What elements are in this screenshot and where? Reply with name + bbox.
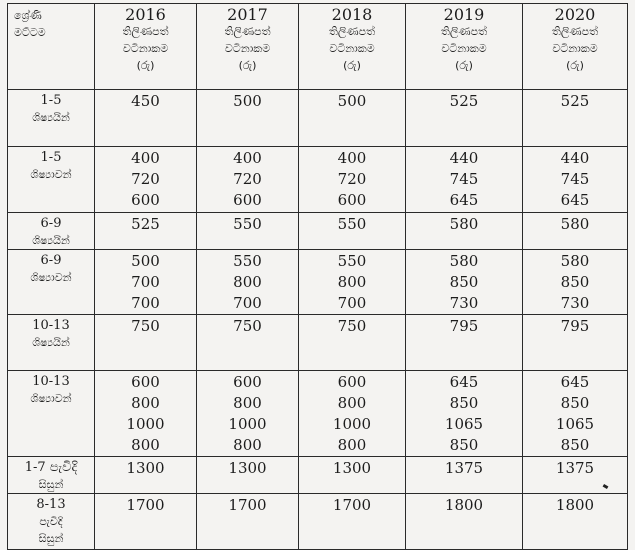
value-amount: 750 [337,317,367,335]
grade-level-text: සිසුන් [38,532,64,545]
value-cell-2020 [523,147,628,213]
value-amount: 1700 [228,496,267,514]
value-amount: 700 [233,294,262,312]
value-cell-2016 [95,250,197,315]
year-header-line-2: වටිනාකම [224,42,271,55]
year-header-line-2: වටිනාකම [552,42,598,55]
year-header-line-3: (රු) [455,59,473,72]
grade-level-cell [8,494,95,550]
table-row [8,147,628,213]
value-amount: 850 [560,273,590,291]
value-amount: 500 [233,92,262,110]
year-header-line-1: තිලිණපත් [224,25,271,38]
value-amount: 730 [560,294,590,312]
year-header-line-2: වටිනාකම [329,42,375,55]
value-amount: 800 [337,273,367,291]
value-amount: 400 [337,149,367,167]
value-amount: 1065 [444,415,484,433]
year-header-line-1: තිලිණපත් [551,25,599,38]
table-row [8,457,628,494]
value-cell-2016 [95,457,197,494]
grade-level-cell [8,90,95,147]
year-header-2017 [197,4,299,90]
grade-level-text: 1-5 [40,93,62,108]
grade-level-text: 1-7 පැවිදි [24,460,78,475]
grade-level-text: ශිෂ්‍යයින් [32,234,70,247]
value-amount: 500 [337,92,367,110]
value-cell-2020 [523,494,628,550]
value-amount: 1800 [444,496,484,514]
scholarship-value-table [7,3,628,550]
grade-level-cell [8,371,95,457]
grade-level-text: ශිෂ්‍යයින් [32,111,70,124]
header-row [8,4,628,90]
table-row [8,213,628,250]
value-cell-2018 [299,494,406,550]
value-cell-2019 [406,315,523,371]
value-cell-2017 [197,315,299,371]
value-amount: 550 [337,215,367,233]
value-amount: 1300 [228,459,267,477]
value-amount: 580 [560,252,590,270]
value-amount: 1000 [332,415,372,433]
value-amount: 800 [131,436,160,454]
value-amount: 795 [449,317,479,335]
value-amount: 1000 [126,415,165,433]
value-amount: 1700 [126,496,165,514]
grade-level-header-line-1: ශ්‍රේණි [14,9,42,22]
grade-level-text: 6-9 [40,216,62,231]
grade-level-text: ශිෂ්‍යාවන් [30,271,72,284]
value-amount: 720 [131,170,160,188]
year-header-2018 [299,4,406,90]
value-amount: 800 [337,436,367,454]
grade-level-cell [8,213,95,250]
value-amount: 800 [233,273,262,291]
value-amount: 600 [337,373,367,391]
value-amount: 580 [449,215,479,233]
value-amount: 700 [131,294,160,312]
grade-level-text: ශිෂ්‍යාවන් [30,168,72,181]
value-amount: 550 [233,215,262,233]
value-cell-2020 [523,213,628,250]
value-amount: 600 [337,191,367,209]
value-amount: 1375 [444,459,484,477]
value-amount: 600 [233,373,262,391]
table-row [8,315,628,371]
table-row [8,494,628,550]
value-cell-2017 [197,147,299,213]
value-amount: 440 [560,149,590,167]
grade-level-text: 10-13 [32,318,70,333]
value-amount: 600 [233,191,262,209]
value-amount: 580 [449,252,479,270]
value-amount: 645 [560,373,590,391]
value-amount: 800 [337,394,367,412]
year-header-line-3: (රු) [136,59,155,72]
year-label: 2019 [443,5,485,24]
value-cell-2016 [95,90,197,147]
value-cell-2016 [95,147,197,213]
value-amount: 450 [131,92,160,110]
year-header-line-1: තිලිණපත් [328,25,376,38]
value-amount: 850 [449,436,479,454]
value-amount: 600 [131,191,160,209]
value-cell-2020 [523,315,628,371]
value-cell-2020 [523,250,628,315]
grade-level-header-line-2: මට්ටම [14,26,46,39]
grade-level-cell [8,315,95,371]
year-header-2016 [95,4,197,90]
value-cell-2019 [406,147,523,213]
value-cell-2018 [299,147,406,213]
value-cell-2019 [406,494,523,550]
value-amount: 1800 [555,496,595,514]
grade-level-text: පැවිදි [39,515,63,528]
value-amount: 400 [131,149,160,167]
value-cell-2019 [406,90,523,147]
value-amount: 1300 [126,459,165,477]
value-cell-2016 [95,315,197,371]
value-cell-2019 [406,213,523,250]
value-amount: 750 [233,317,262,335]
value-amount: 800 [233,394,262,412]
grade-level-text: ශිෂ්‍යාවන් [30,392,72,405]
value-amount: 525 [560,92,590,110]
value-amount: 525 [131,215,160,233]
value-amount: 720 [337,170,367,188]
value-cell-2017 [197,494,299,550]
grade-level-cell [8,457,95,494]
grade-level-header [8,4,95,90]
grade-level-text: සිසුන් [38,478,64,491]
value-cell-2020 [523,371,628,457]
year-header-line-3: (රු) [566,59,584,72]
value-amount: 700 [131,273,160,291]
value-amount: 580 [560,215,590,233]
value-cell-2018 [299,315,406,371]
grade-level-text: 6-9 [40,253,62,268]
year-header-2020 [523,4,628,90]
value-amount: 400 [233,149,262,167]
value-amount: 1700 [332,496,372,514]
year-label: 2016 [125,5,166,24]
value-amount: 720 [233,170,262,188]
value-amount: 850 [560,394,590,412]
value-amount: 700 [337,294,367,312]
value-cell-2017 [197,250,299,315]
value-amount: 1065 [555,415,595,433]
year-header-line-1: තිලිණපත් [440,25,488,38]
value-amount: 1000 [228,415,267,433]
grade-level-cell [8,250,95,315]
value-amount: 750 [131,317,160,335]
grade-level-cell [8,147,95,213]
grade-level-text: 8-13 [36,497,66,512]
value-cell-2018 [299,213,406,250]
value-amount: 645 [560,191,590,209]
value-amount: 800 [131,394,160,412]
value-amount: 550 [337,252,367,270]
table-row [8,250,628,315]
grade-level-text: ශිෂ්‍යයින් [32,336,70,349]
value-amount: 745 [449,170,479,188]
value-amount: 800 [233,436,262,454]
year-label: 2018 [331,5,373,24]
value-amount: 645 [449,191,479,209]
value-cell-2018 [299,90,406,147]
value-amount: 525 [449,92,479,110]
value-cell-2019 [406,457,523,494]
value-amount: 745 [560,170,590,188]
value-cell-2019 [406,371,523,457]
year-header-line-2: වටිනාකම [122,42,169,55]
value-cell-2016 [95,494,197,550]
value-cell-2018 [299,250,406,315]
value-amount: 600 [131,373,160,391]
year-header-line-2: වටිනාකම [441,42,487,55]
value-cell-2017 [197,371,299,457]
value-cell-2019 [406,250,523,315]
year-label: 2020 [554,5,596,24]
value-cell-2016 [95,213,197,250]
grade-level-text: 10-13 [32,374,70,389]
year-header-line-1: තිලිණපත් [122,25,169,38]
value-cell-2020 [523,457,628,494]
value-cell-2018 [299,371,406,457]
year-header-2019 [406,4,523,90]
value-amount: 850 [449,394,479,412]
value-cell-2017 [197,457,299,494]
value-amount: 1300 [332,459,372,477]
year-header-line-3: (රු) [238,59,257,72]
value-cell-2016 [95,371,197,457]
year-header-line-3: (රු) [343,59,361,72]
grade-level-text: 1-5 [40,150,62,165]
year-label: 2017 [227,5,268,24]
value-amount: 645 [449,373,479,391]
value-cell-2017 [197,213,299,250]
value-cell-2017 [197,90,299,147]
value-amount: 500 [131,252,160,270]
value-cell-2018 [299,457,406,494]
value-amount: 850 [560,436,590,454]
value-amount: 440 [449,149,479,167]
table-row [8,371,628,457]
value-amount: 1375 [555,459,595,477]
value-amount: 850 [449,273,479,291]
value-cell-2020 [523,90,628,147]
table-row [8,90,628,147]
value-amount: 730 [449,294,479,312]
value-amount: 550 [233,252,262,270]
value-amount: 795 [560,317,590,335]
